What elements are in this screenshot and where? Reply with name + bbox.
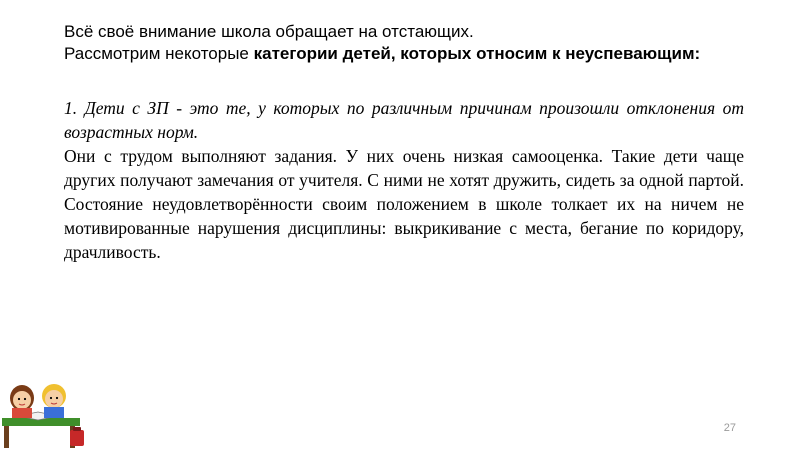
category-1-definition: 1. Дети с ЗП - это те, у которых по различным причинам произошли отклонения от возрастных норм. <box>64 98 744 142</box>
categories-line <box>64 44 700 64</box>
children-at-desk-clipart <box>0 372 92 450</box>
category-1-description: Они с трудом выполняют задания. У них очень низкая самооценка. Такие дети чаще других получают замечания от учителя. С ними не хотят дружить, сидеть за одной партой. Состояние неудовлетворённости своим положением в школе толкает их на ничем не мотивированные нарушения дисциплины: выкрикивание с места, бегание по коридору, драчливость. <box>64 146 744 262</box>
categories-line-text: Рассмотрим некоторые <box>64 44 254 63</box>
categories-line-bold: категории детей, которых относим к неуспевающим: <box>253 44 701 63</box>
intro-line: Всё своё внимание школа обращает на отстающих. <box>64 22 474 41</box>
page-number: 27 <box>723 422 736 434</box>
